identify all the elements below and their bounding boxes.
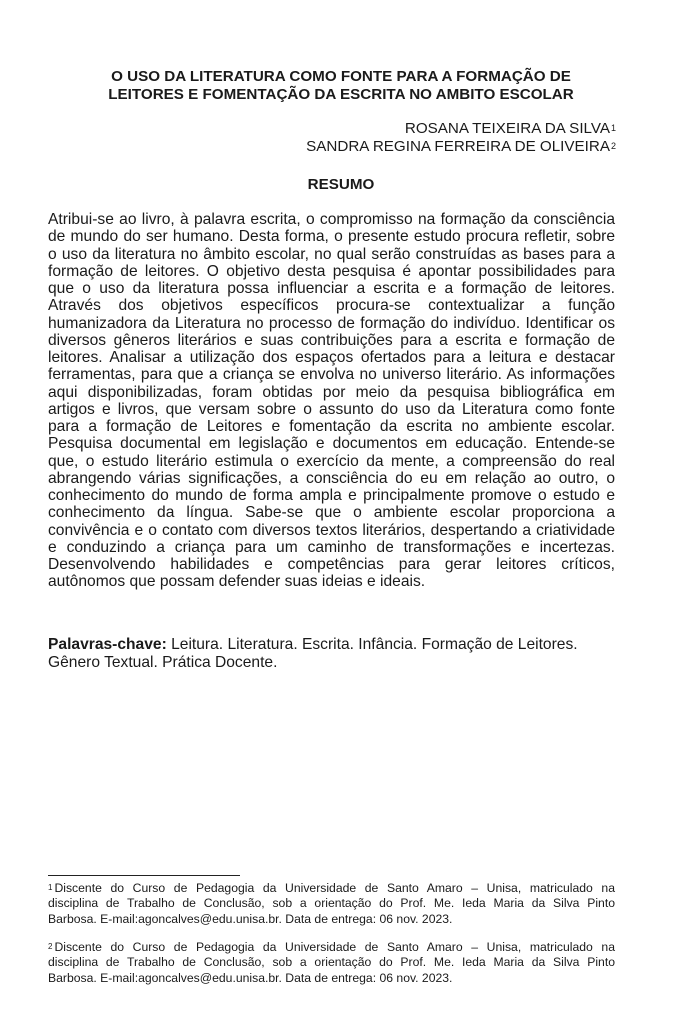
- footnote: [48, 881, 615, 927]
- abstract-line: convivência e o contato com diversos textos literários, despertando a criatividade: [48, 521, 615, 539]
- keywords: [48, 636, 628, 672]
- abstract-line: conhecimento do mundo de forma ampla e principalmente promove o estudo e: [48, 487, 615, 504]
- footnote-separator: [48, 875, 240, 876]
- document-title: [48, 68, 634, 104]
- abstract-body: [48, 211, 615, 591]
- abstract-line: o uso da literatura no âmbito escolar, no qual serão construídas as bases para a: [48, 245, 615, 263]
- abstract-line: Pesquisa documental em legislação e documentos em educação. Entende-se: [48, 435, 615, 453]
- abstract-line: autônomos que possam defender suas ideias e ideais.: [48, 573, 426, 591]
- abstract-line: ferramentas, para que a criança se envolva no universo literário. As informações: [48, 366, 615, 384]
- abstract-line: para a formação de Leitores e fomentação da escrita no ambiente escolar.: [48, 418, 615, 435]
- title-line: O USO DA LITERATURA COMO FONTE PARA A FORMAÇÃO DE: [111, 68, 571, 85]
- author-list: [306, 120, 616, 156]
- abstract-line: que o uso da literatura possa influenciar a escrita e a formação de leitores.: [48, 280, 615, 297]
- author-name: ROSANA TEIXEIRA DA SILVA: [404, 120, 610, 137]
- footnote-mark: 2: [610, 141, 616, 151]
- abstract-line: Através dos objetivos específicos procura-se contextualizar a função: [48, 297, 615, 315]
- abstract-line: formação de leitores. O objetivo desta pesquisa é apontar possibilidades para: [48, 262, 615, 280]
- author: [306, 138, 616, 156]
- footnote-mark: 2: [48, 942, 53, 951]
- footnote-line: [48, 881, 615, 896]
- footnote-line: disciplina de Trabalho de Conclusão, sob a orientação do Prof. Me. Ieda Maria da Silva Pinto: [48, 896, 615, 911]
- keywords-label: Palavras-chave:: [48, 636, 167, 653]
- abstract-line: abrangendo várias significações, a consciência do eu em relação ao outro, o: [48, 469, 615, 487]
- footnote: [48, 940, 615, 986]
- footnote-line: Barbosa. E-mail:agoncalves@edu.unisa.br. Data de entrega: 06 nov. 2023.: [48, 911, 453, 926]
- abstract-line: diversos gêneros literários e suas contribuições para a escrita e formação de: [48, 331, 615, 349]
- footnote-line: disciplina de Trabalho de Conclusão, sob a orientação do Prof. Me. Ieda Maria da Silva Pinto: [48, 955, 615, 970]
- footnote-mark: 1: [610, 123, 616, 133]
- footnote-text: Discente do Curso de Pedagogia da Universidade de Santo Amaro – Unisa, matriculado na: [54, 881, 615, 895]
- keywords-line: Gênero Textual. Prática Docente.: [48, 654, 278, 671]
- abstract-line: Atribui-se ao livro, à palavra escrita, o compromisso na formação da consciência: [48, 211, 615, 228]
- abstract-line: humanizadora da Literatura no processo de formação do indivíduo. Identificar os: [48, 314, 615, 332]
- author: [306, 120, 616, 138]
- footnote-text: Discente do Curso de Pedagogia da Universidade de Santo Amaro – Unisa, matriculado na: [54, 940, 615, 954]
- author-name: SANDRA REGINA FERREIRA DE OLIVEIRA: [306, 138, 610, 155]
- keywords-line: [48, 636, 628, 654]
- abstract-line: artigos e livros, que versam sobre o assunto do uso da Literatura como fonte: [48, 400, 615, 418]
- abstract-heading: RESUMO: [307, 176, 375, 193]
- abstract-line: aqui disponibilizadas, foram obtidas por meio da pesquisa bibliográfica em: [48, 383, 615, 401]
- footnote-line: Barbosa. E-mail:agoncalves@edu.unisa.br. Data de entrega: 06 nov. 2023.: [48, 970, 453, 985]
- abstract-line: que, o estudo literário estimula o exercício da mente, a compreensão do real: [48, 452, 615, 470]
- footnote-mark: 1: [48, 883, 53, 892]
- abstract-line: Desenvolvendo habilidades e competências para gerar leitores críticos,: [48, 556, 615, 573]
- title-line: LEITORES E FOMENTAÇÃO DA ESCRITA NO AMBITO ESCOLAR: [108, 86, 574, 103]
- abstract-line: de mundo do ser humano. Desta forma, o presente estudo procura refletir, sobre: [48, 228, 615, 246]
- abstract-line: e conduzindo a criança para um caminho de transformações e incertezas.: [48, 538, 615, 556]
- abstract-line: leitores. Analisar a utilização dos espaços ofertados para a leitura e destacar: [48, 349, 615, 366]
- keywords-list: Leitura. Literatura. Escrita. Infância. Formação de Leitores.: [166, 636, 578, 653]
- abstract-line: conhecimento da língua. Sabe-se que o ambiente escolar proporciona a: [48, 504, 615, 522]
- footnote-line: [48, 940, 615, 955]
